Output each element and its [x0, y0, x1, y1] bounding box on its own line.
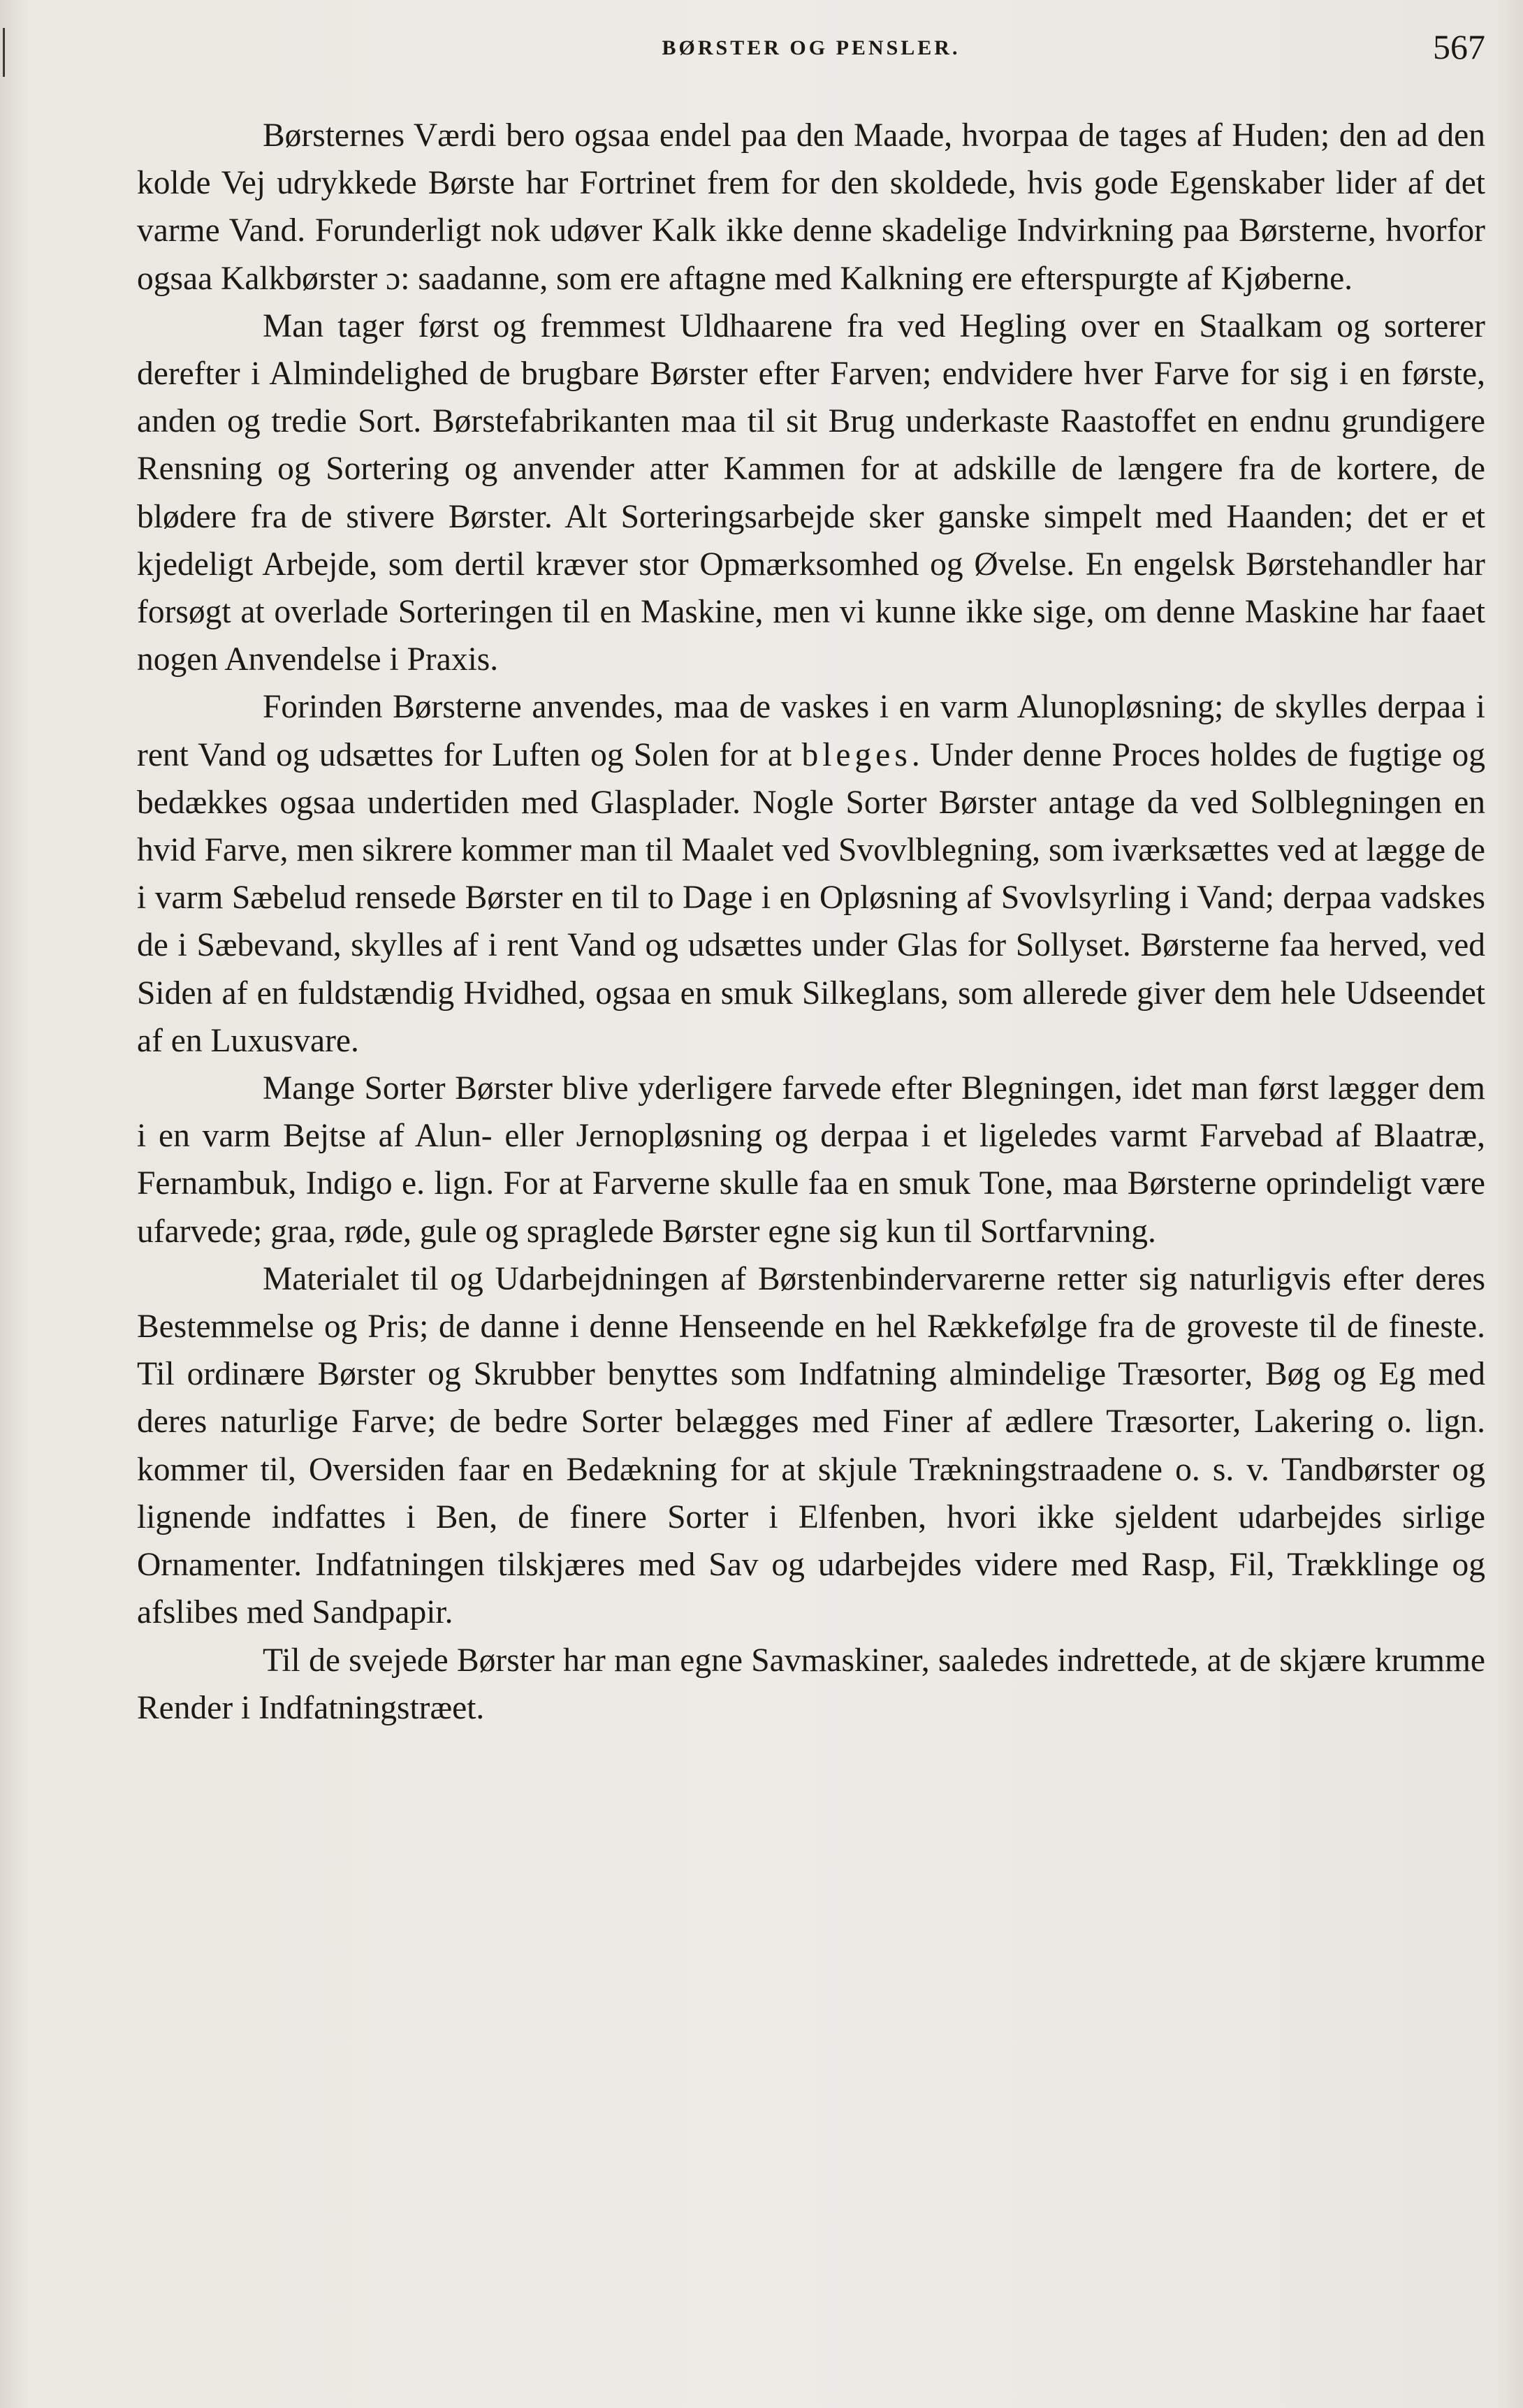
bleaching-emphasis: bleges	[801, 736, 912, 773]
bleaching-text-after: . Under denne Proces holdes de fugtige og bedækkes ogsaa undertiden med Glasplader. Nogle Sorter Børster antage da ved Solblegningen en hvid Farve, men sikrere kommer man til Maalet ved Svovlblegning, som iværksættes ved at lægge de i varm Sæbelud rensede Børster en til to Dage i en Opløsning af Svovlsyrling i Vand; derpaa vadskes de i Sæbevand, skylles af i rent Vand og udsættes under Glas for Sollyset. Børsterne faa herved, ved Siden af en fuldstændig Hvidhed, ogsaa en smuk Silkeglans, som allerede giver dem hele Udseendet af en Luxusvare.	[137, 736, 1485, 1059]
paragraph-dyeing: Mange Sorter Børster blive yderligere farvede efter Blegningen, idet man først lægger dem i en varm Bejtse af Alun- eller Jernopløsning og derpaa i et ligeledes varmt Farvebad af Blaatræ, Fernambuk, Indigo e. lign. For at Farverne skulle faa en smuk Tone, maa Børsterne oprindeligt være ufarvede; graa, røde, gule og spraglede Børster egne sig kun til Sortfarvning.	[137, 1070, 1485, 1250]
paragraph-saw-machines: Til de svejede Børster har man egne Savmaskiner, saaledes indrettede, at de skjære krumme Render i Indfatningstræet.	[137, 1642, 1485, 1726]
page-header	[137, 27, 1485, 82]
paragraph-sorting: Man tager først og fremmest Uldhaarene fra ved Hegling over en Staalkam og sorterer derefter i Almindelighed de brugbare Børster efter Farven; endvidere hver Farve for sig i en første, anden og tredie Sort. Børstefabrikanten maa til sit Brug underkaste Raastoffet en endnu grundigere Rensning og Sortering og anvender atter Kammen for at adskille de længere fra de kortere, de blødere fra de stivere Børster. Alt Sorteringsarbejde sker ganske simpelt med Haanden; det er et kjedeligt Arbejde, som dertil kræver stor Opmærksomhed og Øvelse. En engelsk Børstehandler har forsøgt at overlade Sorteringen til en Maskine, men vi kunne ikke sige, om denne Maskine har faaet nogen Anvendelse i Praxis.	[137, 307, 1485, 678]
bleaching-text-before: Forinden Børsterne anvendes, maa de vaskes i en varm Alunopløsning; de skylles derpaa i rent Vand og udsættes for Luften og Solen for at	[137, 689, 1485, 773]
paragraph-hide-value: Børsternes Værdi bero ogsaa endel paa den Maade, hvorpaa de tages af Huden; den ad den kolde Vej udrykkede Børste har Fortrinet frem for den skoldede, hvis gode Egenskaber lider af det varme Vand. Forunderligt nok udøver Kalk ikke denne skadelige Indvirkning paa Børsterne, hvorfor ogsaa Kalkbørster ɔ: saadanne, som ere aftagne med Kalkning ere efterspurgte af Kjøberne.	[137, 117, 1485, 297]
page-number: 567	[1433, 27, 1485, 66]
binding-edge-mark	[3, 28, 5, 77]
body-text	[137, 112, 1485, 1732]
paragraph-bleaching	[137, 683, 1485, 1065]
running-title: BØRSTER OG PENSLER.	[662, 36, 961, 59]
paragraph-materials: Materialet til og Udarbejdningen af Børstenbindervarerne retter sig naturligvis efter deres Bestemmelse og Pris; de danne i denne Henseende en hel Rækkefølge fra de groveste til de fineste. Til ordinære Børster og Skrubber benyttes som Indfatning almindelige Træsorter, Bøg og Eg med deres naturlige Farve; de bedre Sorter belægges med Finer af ædlere Træsorter, Lakering o. lign. kommer til, Oversiden faar en Bedækning for at skjule Trækningstraadene o. s. v. Tandbørster og lignende indfattes i Ben, de finere Sorter i Elfenben, hvori ikke sjeldent udarbejdes sirlige Ornamenter. Indfatningen tilskjæres med Sav og udarbejdes videre med Rasp, Fil, Trækklinge og afslibes med Sandpapir.	[137, 1260, 1485, 1631]
